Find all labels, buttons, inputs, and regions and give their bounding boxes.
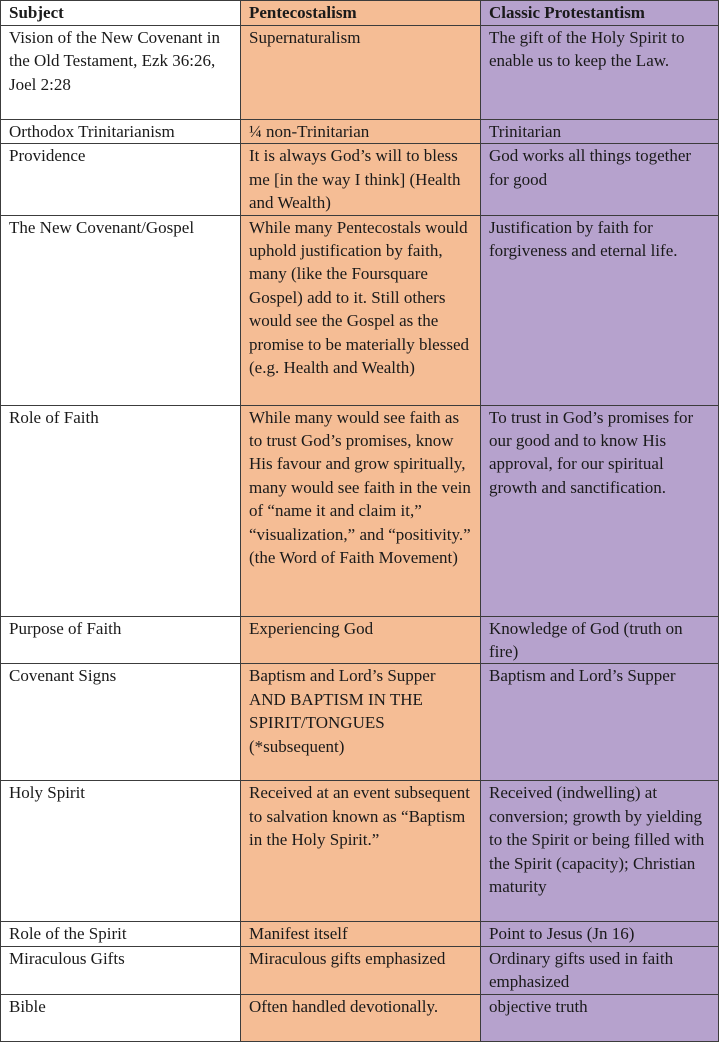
cell-pentecostalism: Often handled devotionally. bbox=[241, 994, 481, 1041]
cell-classic-protestantism: objective truth bbox=[481, 994, 719, 1041]
cell-pentecostalism: Received at an event subsequent to salvation known as “Baptism in the Holy Spirit.” bbox=[241, 781, 481, 922]
table-row bbox=[1, 994, 719, 1041]
cell-classic-protestantism: God works all things together for good bbox=[481, 144, 719, 215]
header-classic-protestantism: Classic Protestantism bbox=[481, 1, 719, 26]
cell-pentecostalism: While many would see faith as to trust God’s promises, know His favour and grow spiritually, many would see faith in the vein of “name it and claim it,” “visualization,” and “positivity.” (the Word of Faith Movement) bbox=[241, 405, 481, 616]
table-row bbox=[1, 215, 719, 405]
cell-pentecostalism: Manifest itself bbox=[241, 922, 481, 946]
cell-subject: Holy Spirit bbox=[1, 781, 241, 922]
cell-pentecostalism: Baptism and Lord’s Supper AND BAPTISM IN THE SPIRIT/TONGUES (*subsequent) bbox=[241, 664, 481, 781]
cell-classic-protestantism: Justification by faith for forgiveness and eternal life. bbox=[481, 215, 719, 405]
cell-classic-protestantism: Knowledge of God (truth on fire) bbox=[481, 616, 719, 664]
cell-pentecostalism: Supernaturalism bbox=[241, 26, 481, 120]
table-row bbox=[1, 120, 719, 144]
table-row bbox=[1, 781, 719, 922]
cell-classic-protestantism: To trust in God’s promises for our good and to know His approval, for our spiritual growth and sanctification. bbox=[481, 405, 719, 616]
table-row bbox=[1, 616, 719, 664]
cell-subject: Purpose of Faith bbox=[1, 616, 241, 664]
cell-subject: Miraculous Gifts bbox=[1, 946, 241, 994]
cell-subject: Vision of the New Covenant in the Old Testament, Ezk 36:26, Joel 2:28 bbox=[1, 26, 241, 120]
cell-classic-protestantism: Point to Jesus (Jn 16) bbox=[481, 922, 719, 946]
cell-classic-protestantism: The gift of the Holy Spirit to enable us to keep the Law. bbox=[481, 26, 719, 120]
table-row bbox=[1, 664, 719, 781]
cell-classic-protestantism: Received (indwelling) at conversion; growth by yielding to the Spirit or being filled with the Spirit (capacity); Christian maturity bbox=[481, 781, 719, 922]
cell-pentecostalism: It is always God’s will to bless me [in the way I think] (Health and Wealth) bbox=[241, 144, 481, 215]
table-row bbox=[1, 405, 719, 616]
cell-classic-protestantism: Baptism and Lord’s Supper bbox=[481, 664, 719, 781]
header-subject: Subject bbox=[1, 1, 241, 26]
table-row bbox=[1, 922, 719, 946]
cell-subject: The New Covenant/Gospel bbox=[1, 215, 241, 405]
table-row bbox=[1, 144, 719, 215]
cell-subject: Providence bbox=[1, 144, 241, 215]
table-row bbox=[1, 946, 719, 994]
cell-pentecostalism: ¼ non-Trinitarian bbox=[241, 120, 481, 144]
header-pentecostalism: Pentecostalism bbox=[241, 1, 481, 26]
cell-pentecostalism: Miraculous gifts emphasized bbox=[241, 946, 481, 994]
table-header-row bbox=[1, 1, 719, 26]
cell-classic-protestantism: Trinitarian bbox=[481, 120, 719, 144]
cell-subject: Orthodox Trinitarianism bbox=[1, 120, 241, 144]
cell-subject: Role of Faith bbox=[1, 405, 241, 616]
table-row bbox=[1, 26, 719, 120]
cell-subject: Bible bbox=[1, 994, 241, 1041]
cell-pentecostalism: Experiencing God bbox=[241, 616, 481, 664]
cell-classic-protestantism: Ordinary gifts used in faith emphasized bbox=[481, 946, 719, 994]
cell-pentecostalism: While many Pentecostals would uphold justification by faith, many (like the Foursquare Gospel) add to it. Still others would see the Gospel as the promise to be materially blessed (e.g. Health and Wealth) bbox=[241, 215, 481, 405]
cell-subject: Covenant Signs bbox=[1, 664, 241, 781]
cell-subject: Role of the Spirit bbox=[1, 922, 241, 946]
